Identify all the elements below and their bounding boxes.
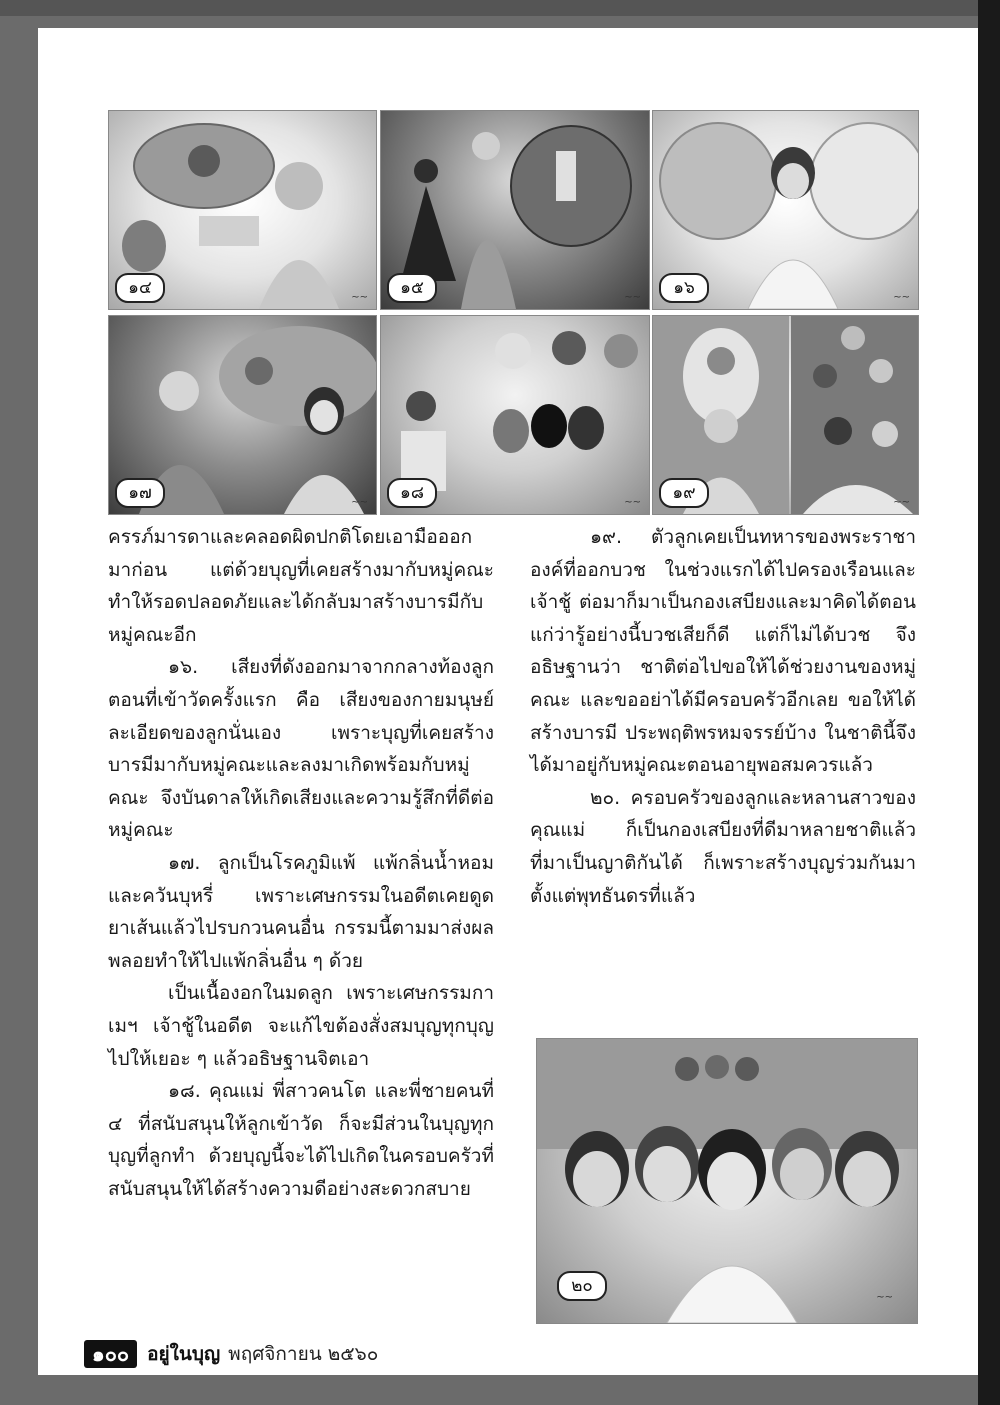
paragraph-18: ๑๘. คุณแม่ พี่สาวคนโต และพี่ชายคนที่ ๔ ที่สนับสนุนให้ลูกเข้าวัด ก็จะมีส่วนในบุญทุกบุญที่ลูกทำ ด้วยบุญนี้จะได้ไปเกิดในครอบครัวที่สนับสนุนให้ได้สร้างความดีอย่างสะดวกสบาย <box>108 1080 494 1200</box>
illustration-18-number: ๑๘ <box>387 478 437 508</box>
issue-date: พฤศจิกายน ๒๕๖๐ <box>228 1343 379 1365</box>
illustration-14-number: ๑๔ <box>115 273 165 303</box>
illustration-18 <box>380 315 650 515</box>
illustration-19 <box>652 315 919 515</box>
artist-signature: ~~ <box>624 497 641 508</box>
illustration-16-number: ๑๖ <box>659 273 709 303</box>
artist-signature: ~~ <box>893 497 910 508</box>
illustration-14 <box>108 110 377 310</box>
artist-signature: ~~ <box>351 497 368 508</box>
paragraph-17: ๑๗. ลูกเป็นโรคภูมิแพ้ แพ้กลิ่นน้ำหอมและควันบุหรี่ เพราะเศษกรรมในอดีตเคยดูดยาเส้นแล้วไปรบกวนคนอื่น กรรมนี้ตามมาส่งผล พลอยทำให้ไปแพ้กลิ่นอื่น ๆ ด้วย <box>108 851 494 972</box>
illustration-17 <box>108 315 377 515</box>
magazine-title: อยู่ในบุญ <box>147 1343 221 1365</box>
illustration-15 <box>380 110 650 310</box>
paragraph-20: ๒๐. ครอบครัวของลูกและหลานสาวของคุณแม่ ก็เป็นกองเสบียงที่ดีมาหลายชาติแล้ว ที่มาเป็นญาติกันได้ ก็เพราะสร้างบุญร่วมกันมาตั้งแต่พุทธันดรที่แล้ว <box>530 786 916 907</box>
page-number: ๑๐๐ <box>84 1340 137 1368</box>
artist-signature: ~~ <box>893 292 910 303</box>
paragraph-17-continued: เป็นเนื้องอกในมดลูก เพราะเศษกรรมกาเมฯ เจ้าชู้ในอดีต จะแก้ไขต้องสั่งสมบุญทุกบุญไปให้เยอะ ๆ แล้วอธิษฐานจิตเอา <box>108 982 494 1070</box>
paragraph-16: ๑๖. เสียงที่ดังออกมาจากกลางท้องลูกตอนที่เข้าวัดครั้งแรก คือ เสียงของกายมนุษย์ละเอียดของลูกนั่นเอง เพราะบุญที่เคยสร้างบารมีมากับหมู่คณะและลงมาเกิดพร้อมกับหมู่คณะ จึงบันดาลให้เกิดเสียงและความรู้สึกที่ดีต่อหมู่คณะ <box>108 656 494 842</box>
artist-signature: ~~ <box>351 292 368 303</box>
right-text-column <box>530 521 916 912</box>
artist-signature: ~~ <box>624 292 641 303</box>
illustration-17-number: ๑๗ <box>115 478 165 508</box>
page-frame-right <box>978 0 1000 1405</box>
paragraph-15-continued: ครรภ์มารดาและคลอดผิดปกติโดยเอามือออกมาก่อน แต่ด้วยบุญที่เคยสร้างมากับหมู่คณะทำให้รอดปลอดภัยและได้กลับมาสร้างบารมีกับหมู่คณะอีก <box>108 526 494 646</box>
page-frame-top <box>0 0 1000 16</box>
magazine-page <box>38 28 978 1375</box>
artist-signature: ~~ <box>876 1292 893 1303</box>
page-footer <box>84 1338 378 1370</box>
illustration-16 <box>652 110 919 310</box>
illustration-20 <box>536 1038 918 1324</box>
illustration-15-number: ๑๕ <box>387 273 437 303</box>
paragraph-19: ๑๙. ตัวลูกเคยเป็นทหารของพระราชาองค์ที่ออกบวช ในช่วงแรกได้ไปครองเรือนและเจ้าชู้ ต่อมาก็มาเป็นกองเสบียงและมาคิดได้ตอนแก่ว่ารู้อย่างนี้บวชเสียก็ดี แต่ก็ไม่ได้บวช จึงอธิษฐานว่า ชาติต่อไปขอให้ได้ช่วยงานของหมู่คณะ และขออย่าได้มีครอบครัวอีกเลย ขอให้ได้สร้างบารมี ประพฤติพรหมจรรย์บ้าง ในชาตินี้จึงได้มาอยู่กับหมู่คณะตอนอายุพอสมควรแล้ว <box>530 526 916 777</box>
left-text-column <box>108 521 494 1205</box>
illustration-19-number: ๑๙ <box>659 478 709 508</box>
illustration-20-number: ๒๐ <box>557 1271 607 1301</box>
